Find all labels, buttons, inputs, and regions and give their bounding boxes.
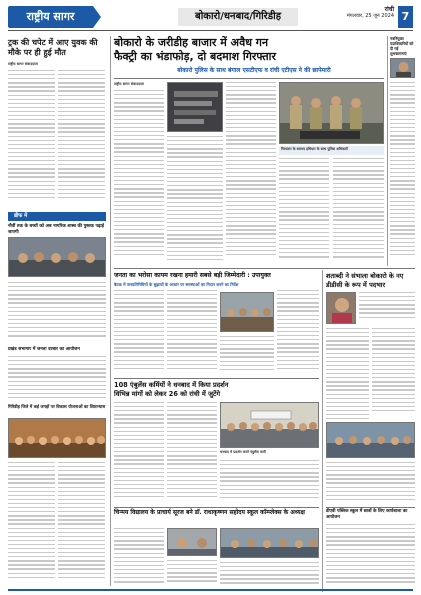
lead-byline: राष्ट्रीय सागर संवाददाता <box>114 82 144 86</box>
lower-right-text <box>326 462 415 504</box>
lead-photo-caption: गिरफ्तार के बरामद हथियार के साथ पुलिस अधिकारी <box>279 146 384 155</box>
bottom-photo-2-graphic <box>221 529 319 558</box>
right-top-text <box>390 82 415 262</box>
mid-headline: जनता का भरोसा कायम रखना हमारी सबसे बड़ी जिम्मेदारी : उपायुक्त <box>114 272 271 279</box>
lead-photo-weapons-graphic <box>168 83 223 132</box>
left-article-text-2 <box>58 70 105 205</box>
bottom-right-rule <box>326 507 415 508</box>
masthead <box>8 6 413 28</box>
left-photo-classroom <box>8 237 106 277</box>
column-divider-2 <box>387 36 388 266</box>
left-photo-crowd-graphic <box>9 419 106 458</box>
left-photo-crowd <box>8 418 106 458</box>
lower-mid-text-2 <box>167 402 217 504</box>
mid-right-portrait <box>326 292 356 324</box>
mid-text-3 <box>220 336 274 375</box>
bottom-right-text <box>326 524 415 586</box>
section-title: बोकारो/धनबाद/गिरिडीह <box>178 8 298 26</box>
lead-photo-police <box>279 82 384 144</box>
page-bottom-rule <box>8 589 413 591</box>
lead-text-3 <box>226 82 276 265</box>
page-number: 7 <box>398 6 413 28</box>
left-byline: राष्ट्रीय सागर संवाददाता <box>8 62 38 66</box>
masthead-rule <box>8 30 413 31</box>
lead-rule <box>114 78 384 79</box>
bottom-photo-1-graphic <box>168 529 217 556</box>
bottom-text-3 <box>220 562 319 586</box>
bottom-right-headline: डीएवी पब्लिक स्कूल में छात्रों के लिए कार्यशाला का आयोजन <box>326 509 408 520</box>
briefs-strap: ब्रीफ में <box>8 212 106 221</box>
mid-subhead: बैठक में जनप्रतिनिधियों के सुझावों के आधार पर समस्याओं का निदान करने का निर्देश <box>114 282 239 287</box>
left-article-text-5 <box>8 462 55 586</box>
lower-mid-text-1 <box>114 402 164 504</box>
right-top-headline: नवनियुक्त पदाधिकारियों को दी गई शुभकामनाएं <box>390 36 414 56</box>
left-article-text-1 <box>8 70 55 205</box>
lead-photo-weapons <box>167 82 223 132</box>
lead-photo-police-graphic <box>280 83 384 144</box>
left-lower-subhead: गिरिडीह जिले में कई जगहों पर विकास योजनाओं का शिलान्यास <box>8 404 106 409</box>
column-divider-3 <box>322 270 323 592</box>
left-lower-headline: प्रखंड सभागार में जनता दरबार का आयोजन <box>8 347 80 352</box>
mid-text-2 <box>167 290 217 375</box>
right-top-portrait-graphic <box>391 59 415 78</box>
lower-mid-photo-caption: धनबाद में प्रदर्शन करते एंबुलेंस कर्मी <box>220 450 266 454</box>
mid-right-headline: शताब्दी ने संभाला बोकारो के नए डीडीसी के रूप में पदभार <box>326 272 404 289</box>
brand-arrow-decoration <box>93 6 101 28</box>
lead-subhead: बोकारो पुलिस के साथ बंगाल एसटीएफ व रांची एटीएस ने की छापेमारी <box>177 67 331 74</box>
mid-photo-meeting <box>220 292 274 332</box>
lead-headline-line1: बोकारो के जरीडीह बाजार में अवैध गन <box>114 36 269 49</box>
brand-logo: राष्ट्रीय सागर <box>8 6 93 28</box>
mid-rule <box>114 268 415 269</box>
lead-headline-line2: फैक्ट्री का भंडाफोड़, दो बदमाश गिरफ्तार <box>114 50 276 63</box>
bottom-rule <box>114 507 319 508</box>
mid-text-4 <box>277 290 319 375</box>
column-divider-1 <box>110 36 111 586</box>
bottom-text-1 <box>114 528 164 586</box>
mid-right-photo-event <box>326 422 415 458</box>
left-article-text-4 <box>8 356 106 402</box>
lower-mid-headline-1: 108 एंबुलेंस कर्मियों ने धनबाद में किया प्रदर्शन <box>114 381 229 389</box>
left-article-text-6 <box>58 462 105 586</box>
lead-text-2 <box>167 136 223 265</box>
mid-text-1 <box>114 290 164 375</box>
bottom-photo-2 <box>220 528 319 558</box>
mid-right-photo-event-graphic <box>327 423 415 458</box>
dateline-date: मंगलवार, 25 जून 2024 <box>346 13 394 19</box>
bottom-headline: चिन्मय विद्यालय के प्राचार्य सूरज बने डॉ. राधाकृष्णन सहोदय स्कूल कॉम्प्लेक्स के अध्यक्ष <box>114 509 305 516</box>
mid-right-text-3 <box>372 328 415 418</box>
lower-mid-photo-protest <box>220 402 319 448</box>
bottom-photo-1 <box>167 528 217 556</box>
lead-text-4 <box>279 158 329 265</box>
left-headline: ट्रक की चपेट में आए युवक की मौके पर ही हुई मौत <box>8 38 98 57</box>
left-photo-classroom-graphic <box>9 238 106 277</box>
mid-photo-meeting-graphic <box>221 293 274 332</box>
dateline-city: रांची <box>384 6 394 13</box>
lower-mid-text-3 <box>220 460 319 504</box>
right-top-portrait <box>390 58 415 78</box>
bottom-text-2 <box>167 560 217 586</box>
lead-text-1 <box>114 90 164 265</box>
left-article-text-3 <box>8 282 106 342</box>
mid-right-text-1 <box>359 292 415 324</box>
dateline <box>338 6 394 28</box>
lower-mid-rule <box>114 378 319 379</box>
lower-mid-headline-2: विभिन्न मांगों को लेकर 26 को रांची में जुटेंगे <box>114 390 221 398</box>
lower-mid-photo-protest-graphic <box>221 403 319 448</box>
mid-right-portrait-graphic <box>327 293 356 324</box>
lead-text-5 <box>333 158 384 265</box>
left-mid-headline: नौवीं तक के बच्चों को अब नागरिक शास्त्र की पुस्तक पढ़ाई जाएगी <box>8 224 104 235</box>
